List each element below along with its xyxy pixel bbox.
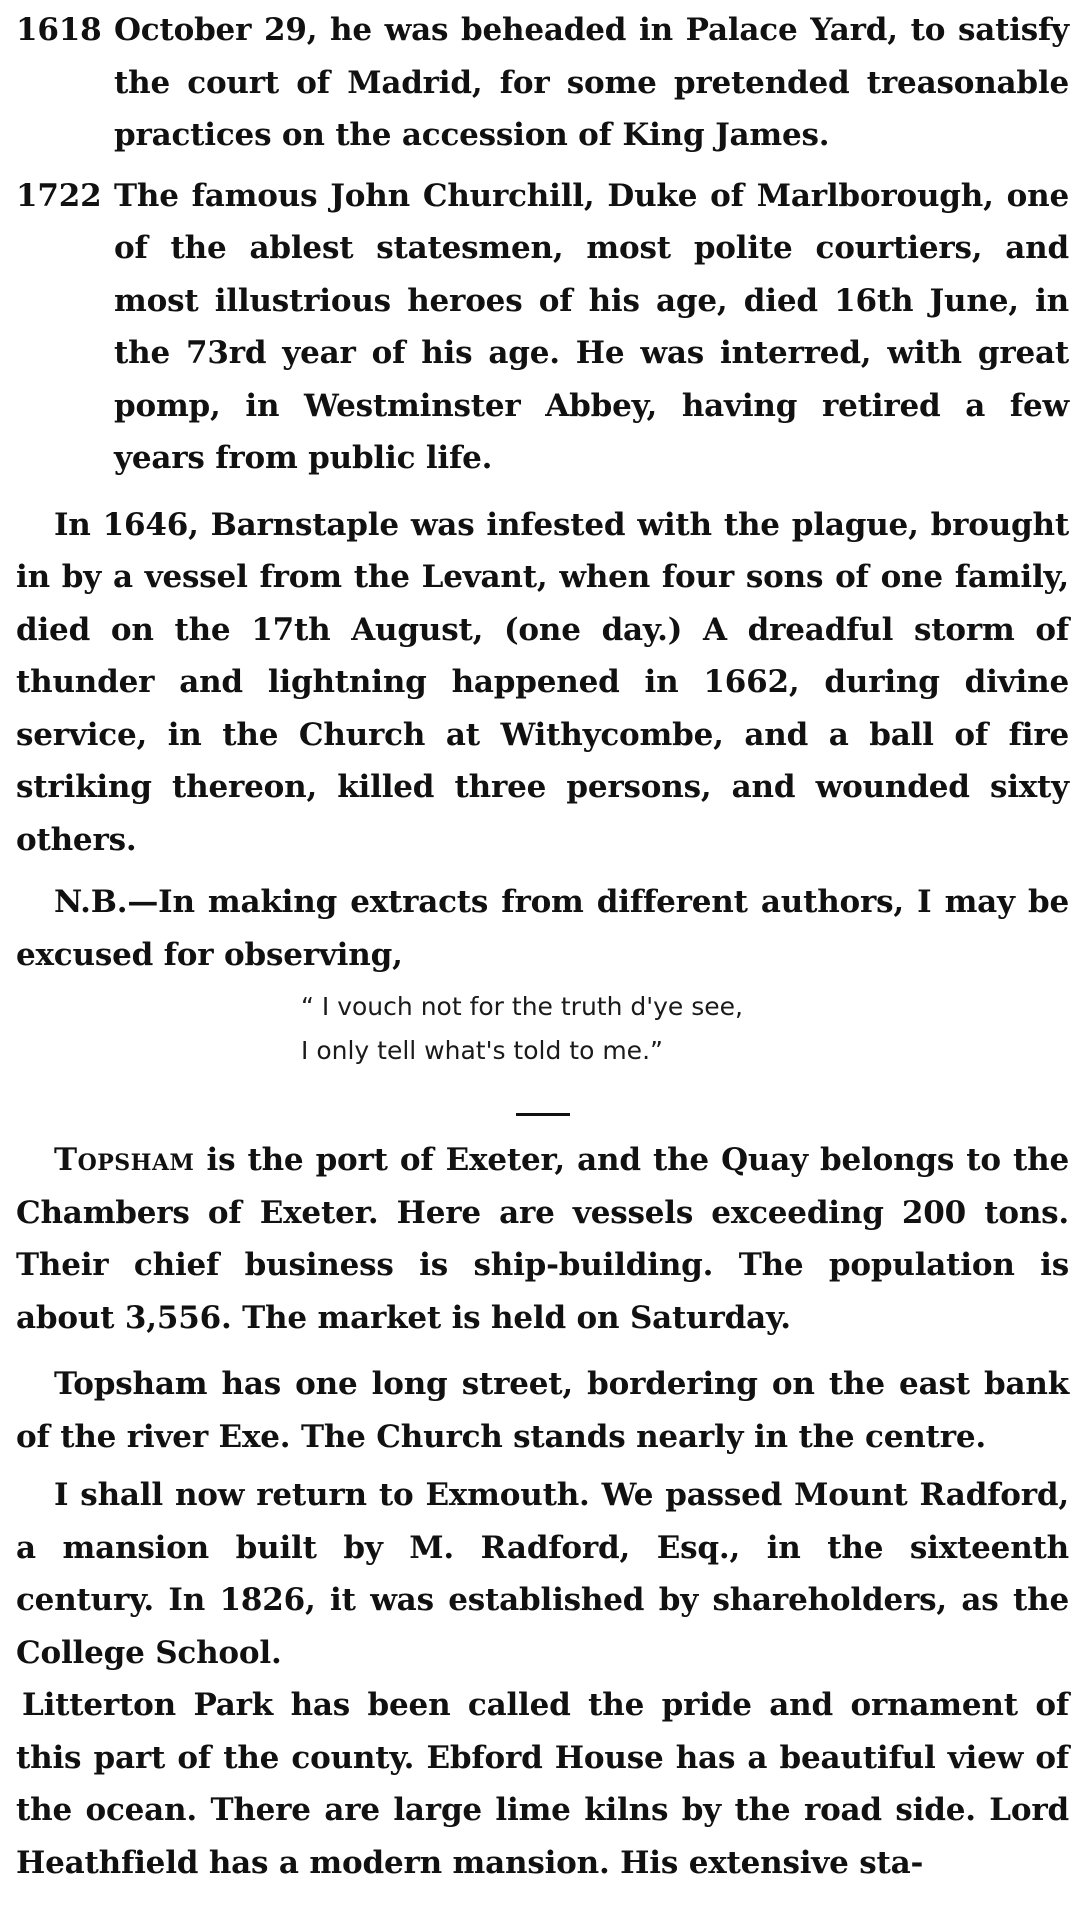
- topsham-heading: Topsham: [54, 1142, 195, 1178]
- chronology-entry: [16, 170, 1069, 485]
- quote-line: “ I vouch not for the truth d'ye see,: [301, 992, 743, 1021]
- paragraph-exmouth: I shall now return to Exmouth. We passed Mount Radford, a mansion built by M. Radford, Esq., in the sixteenth century. In 1826, it was established by shareholders, as the College School.: [16, 1477, 1069, 1671]
- entry-text: October 29, he was beheaded in Palace Yard, to satisfy the court of Madrid, for some pretended treasonable practices on the accession of King James.: [114, 12, 1069, 153]
- section-divider: [516, 1113, 570, 1116]
- entry-year: 1618: [16, 12, 102, 48]
- entry-year: 1722: [16, 177, 102, 214]
- paragraph-topsham-port: [16, 1134, 1069, 1344]
- paragraph-topsham-street: Topsham has one long street, bordering on the east bank of the river Exe. The Church stands nearly in the centre.: [16, 1366, 1069, 1455]
- verse-quote: [16, 985, 1069, 1073]
- paragraph-plague: In 1646, Barnstaple was infested with the plague, brought in by a vessel from the Levant, when four sons of one family, died on the 17th August, (one day.) A dreadful storm of thunder and lightning happened in 1662, during divine service, in the Church at Withycombe, and a ball of fire striking thereon, killed three persons, and wounded sixty others.: [16, 506, 1069, 858]
- entry-text: The famous John Churchill, Duke of Marlborough, one of the ablest statesmen, most polite courtiers, and most illustrious heroes of his age, died 16th June, in the 73rd year of his age. He was interred, with great pomp, in Westminster Abbey, having retired a few years from public life.: [114, 177, 1069, 476]
- paragraph-litterton-park: Litterton Park has been called the pride and ornament of this part of the county. Ebford House has a beautiful view of the ocean. There are large lime kilns by the road side. Lord Heathfield has a modern mansion. His extensive sta-: [16, 1687, 1069, 1881]
- chronology-entry: [16, 4, 1069, 162]
- quote-line: I only tell what's told to me.”: [301, 1036, 663, 1065]
- paragraph-text: is the port of Exeter, and the Quay belongs to the Chambers of Exeter. Here are vessels exceeding 200 tons. Their chief business is ship-building. The population is about 3,556. The market is held on Saturday.: [16, 1142, 1069, 1336]
- paragraph-nota-bene: N.B.—In making extracts from different authors, I may be excused for observing,: [16, 884, 1069, 973]
